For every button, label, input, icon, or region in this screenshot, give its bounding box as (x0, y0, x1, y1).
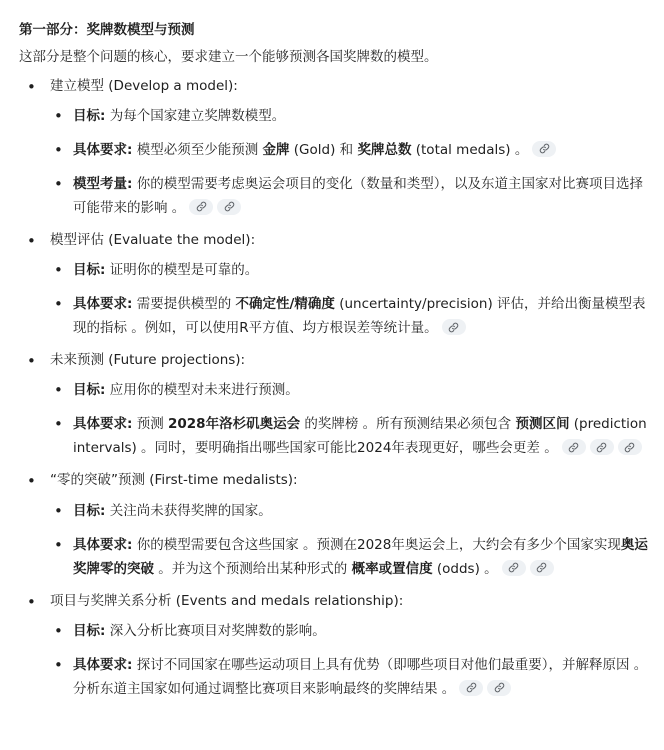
item-label: 目标: (73, 382, 106, 399)
item-text: 证明你的模型是可靠的。 (105, 262, 259, 278)
item-label: 具体要求: (73, 536, 133, 553)
emphasis-text: 金牌 (262, 141, 290, 158)
section-title: • 项目与奖牌关系分析 (Events and medals relationship): (50, 592, 404, 609)
item-text: 预测 (132, 416, 168, 433)
citation-link-button[interactable] (562, 439, 586, 455)
citation-link-button[interactable] (487, 680, 511, 696)
link-icon (224, 201, 235, 212)
citation-link-button[interactable] (530, 560, 554, 576)
sub-item (50, 619, 654, 643)
sub-item (50, 412, 654, 460)
item-text: 深入分析比赛项目对奖牌数的影响。 (105, 622, 326, 639)
citation-link-button[interactable] (217, 199, 241, 215)
section-title: • 模型评估 (Evaluate the model): (50, 231, 256, 248)
item-label: 目标: (73, 622, 106, 639)
section-item (19, 591, 654, 701)
link-icon (448, 322, 459, 333)
item-label: 具体要求: (73, 141, 133, 158)
sub-item (50, 533, 654, 581)
item-text: 。并为这个预测给出某种形式的 (154, 560, 352, 577)
link-icon (568, 442, 579, 453)
link-icon (508, 562, 519, 573)
part-heading: 第一部分：奖牌数模型与预测 (19, 22, 195, 38)
item-text: 应用你的模型对未来进行预测。 (105, 382, 299, 399)
item-text: 关注尚未获得奖牌的国家。 (105, 502, 272, 519)
section-list (19, 76, 654, 701)
item-label: 目标: (73, 262, 106, 278)
item-text: 探讨不同国家在哪些运动项目上具有优势（即哪些项目对他们最重要），并解释原因 。分析东道主国家如何通过调整比赛项目来影响最终的奖牌结果 。 (73, 656, 648, 697)
item-text: (uncertainty/precision) 评估，并给出衡量模型表现的指标 。例如，可以使用R平方值、均方根误差等统计量。 (73, 296, 646, 336)
sub-item (50, 653, 654, 701)
citation-link-button[interactable] (532, 141, 556, 157)
item-label: 具体要求: (73, 416, 133, 433)
item-text: 模型必须至少能预测 (132, 141, 263, 158)
link-icon (536, 562, 547, 573)
item-text: 为每个国家建立奖牌数模型。 (105, 107, 286, 124)
emphasis-text: 不确定性/精确度 (235, 296, 335, 312)
section-item (19, 76, 654, 220)
sub-list (50, 104, 654, 220)
sub-list (50, 619, 654, 701)
sub-item (50, 104, 654, 128)
link-icon (596, 442, 607, 453)
emphasis-text: 概率或置信度 (351, 560, 433, 577)
section-title: • “零的突破”预测 (First-time medalists): (50, 472, 298, 489)
emphasis-text: 奖牌总数 (357, 141, 412, 158)
sub-item (50, 292, 654, 340)
emphasis-text: 奥运奖牌零的突破 (73, 536, 648, 577)
item-text: (Gold) 和 (289, 141, 358, 158)
sub-item (50, 499, 654, 523)
sub-item (50, 378, 654, 402)
sub-item (50, 172, 654, 220)
section-item (19, 230, 654, 340)
section-title: • 未来预测 (Future projections): (50, 352, 246, 368)
emphasis-text: 预测区间 (515, 416, 570, 433)
link-icon (624, 442, 635, 453)
citation-link-button[interactable] (189, 199, 213, 215)
item-text: (total medals) 。 (411, 141, 529, 158)
sub-item (50, 258, 654, 282)
link-icon (466, 682, 477, 693)
item-label: 具体要求: (73, 656, 133, 673)
sub-list (50, 499, 654, 581)
citation-link-button[interactable] (442, 319, 466, 335)
sub-item (50, 138, 654, 162)
item-text: 的奖牌榜 。所有预测结果必须包含 (300, 416, 516, 433)
item-label: 目标: (73, 502, 106, 519)
sub-list (50, 378, 654, 460)
citation-link-button[interactable] (459, 680, 483, 696)
item-text: 需要提供模型的 (132, 296, 236, 312)
link-icon (494, 682, 505, 693)
link-icon (196, 201, 207, 212)
item-label: 目标: (73, 107, 106, 124)
item-text: (odds) 。 (432, 560, 498, 577)
citation-link-button[interactable] (590, 439, 614, 455)
item-text: 你的模型需要考虑奥运会项目的变化（数量和类型），以及东道主国家对比赛项目选择可能带来的影响 。 (73, 175, 643, 216)
citation-link-button[interactable] (502, 560, 526, 576)
section-title: • 建立模型 (Develop a model): (50, 77, 238, 94)
item-label: 模型考量: (73, 175, 133, 192)
section-item (19, 470, 654, 580)
section-item (19, 350, 654, 460)
link-icon (539, 143, 550, 154)
intro-paragraph: 这部分是整个问题的核心，要求建立一个能够预测各国奖牌数的模型。 (19, 49, 438, 66)
citation-link-button[interactable] (618, 439, 642, 455)
item-text: 你的模型需要包含这些国家 。预测在2028年奥运会上，大约会有多少个国家实现 (132, 536, 621, 553)
emphasis-text: 2028年洛杉矶奥运会 (168, 416, 301, 433)
item-label: 具体要求: (73, 296, 133, 312)
sub-list (50, 258, 654, 340)
item-text: (prediction intervals) 。同时，要明确指出哪些国家可能比2024年表现更好，哪些会更差 。 (73, 416, 647, 457)
